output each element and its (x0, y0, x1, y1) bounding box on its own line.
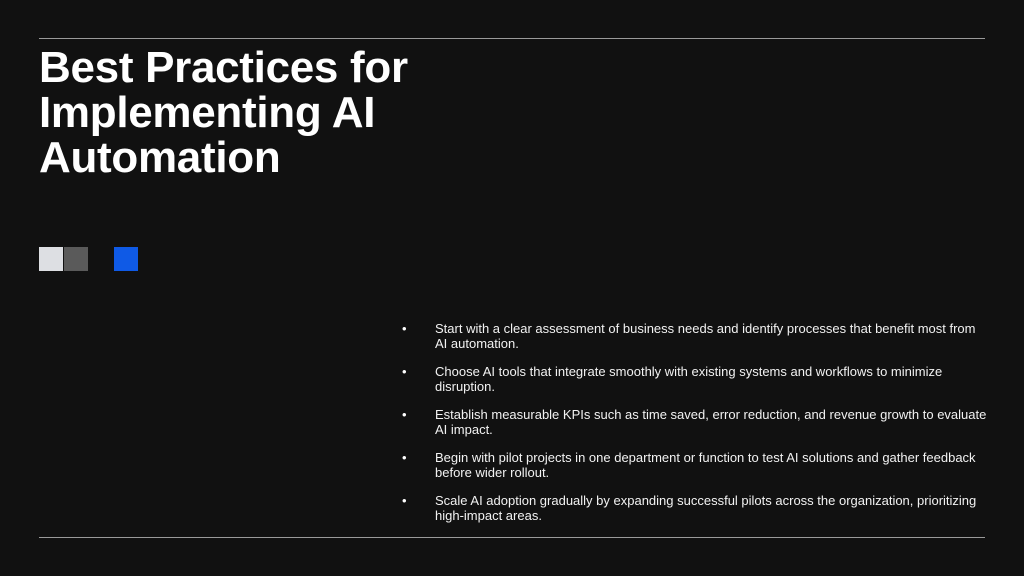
bullet-text: Begin with pilot projects in one department or function to test AI solutions and gather feedback before wider rollout. (435, 450, 976, 480)
bullet-item (398, 407, 988, 437)
bullet-dot-icon: • (402, 450, 407, 465)
bullet-item (398, 493, 988, 523)
top-divider (39, 38, 985, 39)
accent-square-blue (114, 247, 138, 271)
bullet-text: Choose AI tools that integrate smoothly with existing systems and workflows to minimize disruption. (435, 364, 943, 394)
bullet-dot-icon: • (402, 321, 407, 336)
bullet-item (398, 364, 988, 394)
bullet-text: Start with a clear assessment of business needs and identify processes that benefit most from AI automation. (435, 321, 976, 351)
slide-title: Best Practices for Implementing AI Automation (39, 43, 408, 182)
bullet-dot-icon: • (402, 407, 407, 422)
bullet-text: Scale AI adoption gradually by expanding successful pilots across the organization, prioritizing high-impact areas. (435, 493, 977, 523)
bullet-list (398, 321, 988, 536)
accent-square-light (39, 247, 63, 271)
bullet-item (398, 450, 988, 480)
bullet-dot-icon: • (402, 493, 407, 508)
accent-square-gray (64, 247, 88, 271)
bullet-dot-icon: • (402, 364, 407, 379)
bottom-divider (39, 537, 985, 538)
bullet-item (398, 321, 988, 351)
bullet-text: Establish measurable KPIs such as time saved, error reduction, and revenue growth to evaluate AI impact. (435, 407, 987, 437)
